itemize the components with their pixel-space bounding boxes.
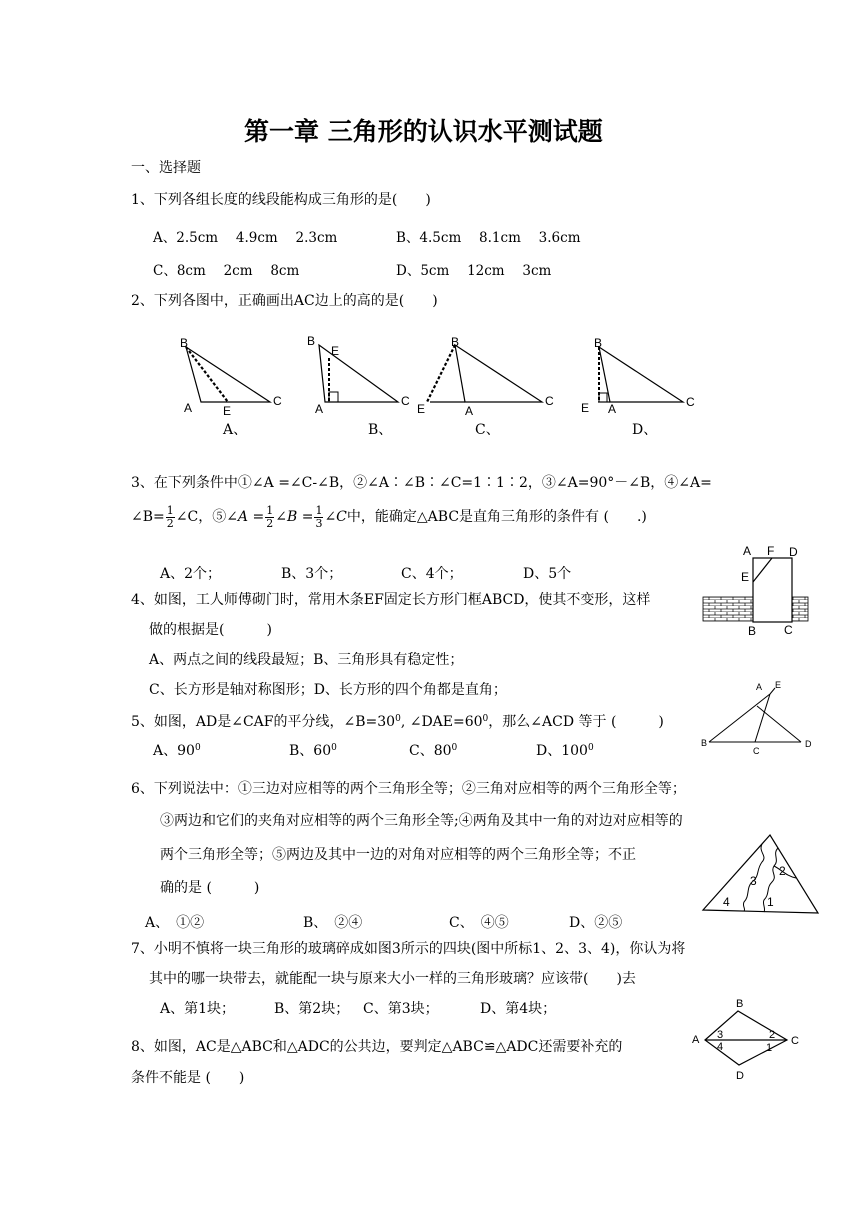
q8-angle-3: 3: [717, 1029, 724, 1041]
q4-label-b: B: [748, 624, 757, 638]
q4-label-f: F: [767, 544, 775, 558]
question-5-stem: [131, 713, 664, 731]
q4-label-d: D: [789, 545, 798, 559]
q3-fraction-half: $\frac{1}{2}$: [166, 503, 174, 530]
q2-figure-d: [581, 336, 695, 416]
fig-b-label-e: E: [331, 344, 340, 358]
fig-b-label-c: C: [401, 394, 410, 408]
q4-options-1: A、两点之间的线段最短；B、三角形具有稳定性；: [149, 652, 464, 668]
q1-option-c: C、8cm 2cm 8cm: [153, 263, 300, 279]
q2-figure-b: [307, 334, 410, 416]
q3-text-c: 中，能确定△ABC是直角三角形的条件有 ( .): [346, 509, 647, 525]
q5-stem-part-c: ，那么∠ACD 等于 ( ): [488, 714, 664, 730]
question-6-line3: 两个三角形全等；⑤两边及其中一边的对角对应相等的两个三角形全等；不正: [160, 847, 636, 863]
question-1-stem: 1、下列各组长度的线段能构成三角形的是( ): [131, 192, 431, 208]
q6-option-a: A、 ①②: [145, 915, 205, 931]
fig-b-label-b: B: [307, 334, 316, 348]
q3-text-a: ∠B=: [131, 509, 165, 525]
q5-figure: [695, 680, 825, 760]
q7-broken-glass-figure: [700, 830, 825, 920]
question-4-line1: 4、如图，工人师傅砌门时，常用木条EF固定长方形门框ABCD，使其不变形，这样: [131, 592, 651, 608]
q5-stem-part-b: , ∠DAE=60: [400, 714, 483, 730]
q3-text-b: ∠C，⑤: [175, 509, 227, 525]
q7-option-a: A、第1块；: [160, 1001, 236, 1017]
fig-c-label-a: A: [465, 404, 474, 418]
q6-option-d: D、②⑤: [569, 915, 623, 931]
question-8-line1: 8、如图，AC是△ABC和△ADC的公共边，要判定△ABC≌△ADC还需要补充的: [131, 1039, 623, 1055]
q6-option-c: C、 ④⑤: [449, 915, 509, 931]
q5-option-a: A、$90^0$: [153, 743, 201, 759]
q2-option-a-label: A、: [223, 422, 248, 438]
q5-label-c: C: [753, 746, 760, 756]
q8-figure: [690, 995, 815, 1085]
question-4-line2: 做的根据是( ): [149, 622, 272, 638]
question-3-line2: [131, 503, 647, 531]
fig-a-label-b: B: [180, 336, 189, 350]
q8-label-c: C: [791, 1035, 799, 1047]
q7-option-b: B、第2块；: [274, 1001, 350, 1017]
q2-figures: [0, 0, 860, 450]
q1-option-a: A、2.5cm 4.9cm 2.3cm: [153, 230, 338, 246]
q1-option-b: B、4.5cm 8.1cm 3.6cm: [396, 230, 581, 246]
q4-label-c: C: [784, 623, 793, 637]
q4-label-a: A: [743, 544, 752, 558]
q3-option-c: C、4个；: [401, 566, 463, 582]
q5-label-d: D: [805, 739, 812, 749]
fig-d-label-c: C: [686, 395, 695, 409]
q5-degree-1: 0: [395, 714, 401, 724]
fig-a-label-e: E: [223, 404, 232, 418]
q2-figure-c: [417, 335, 554, 418]
q4-options-2: C、长方形是轴对称图形；D、长方形的四个角都是直角；: [149, 682, 507, 698]
q5-label-a: A: [756, 682, 763, 692]
q7-piece-1: 1: [767, 895, 774, 909]
q3-fraction-half-2: $\frac{1}{2}$: [266, 503, 274, 530]
section-heading: 一、选择题: [131, 160, 201, 176]
question-6-line4: 确的是 ( ): [160, 880, 260, 896]
q7-option-d: D、第4块；: [480, 1001, 557, 1017]
q8-angle-4: 4: [717, 1041, 724, 1053]
q8-label-b: B: [736, 998, 744, 1010]
q3-five-b: ∠B =: [275, 509, 314, 525]
q6-option-b: B、 ②④: [303, 915, 363, 931]
question-3-line1: 3、在下列条件中①∠A =∠C-∠B，②∠A∶∠B∶∠C=1∶1∶2，③∠A=90°－∠B，④∠A=: [131, 475, 712, 491]
q2-option-c-label: C、: [475, 422, 500, 438]
q3-option-a: A、2个；: [160, 566, 222, 582]
q3-option-d: D、5个: [523, 566, 572, 582]
q7-option-c: C、第3块；: [363, 1001, 439, 1017]
q5-degree-2: 0: [482, 714, 489, 724]
q2-option-b-label: B、: [368, 422, 393, 438]
question-8-line2: 条件不能是 ( ): [131, 1070, 245, 1086]
question-6-line1: 6、下列说法中：①三边对应相等的两个三角形全等；②三角对应相等的两个三角形全等；: [131, 781, 686, 797]
q2-figure-a: [180, 336, 282, 418]
q3-five-a: ∠A =: [226, 509, 265, 525]
q4-label-e: E: [741, 570, 750, 584]
fig-c-label-e: E: [417, 402, 426, 416]
q1-option-d: D、5cm 12cm 3cm: [396, 263, 552, 279]
page-title: 第一章 三角形的认识水平测试题: [244, 117, 603, 146]
q8-label-a: A: [692, 1034, 700, 1046]
fig-d-label-e: E: [581, 401, 590, 415]
q5-stem-part-a: 5、如图，AD是∠CAF的平分线，∠B=30: [131, 714, 396, 730]
fig-d-label-a: A: [608, 402, 617, 416]
question-7-line2: 其中的哪一块带去，就能配一块与原来大小一样的三角形玻璃？应该带( )去: [149, 971, 636, 987]
fig-a-label-c: C: [273, 394, 282, 408]
q5-label-e: E: [775, 680, 782, 690]
q7-piece-2: 2: [779, 864, 786, 878]
q7-piece-4: 4: [723, 895, 730, 909]
q2-option-d-label: D、: [632, 422, 658, 438]
q3-fraction-third: $\frac{1}{3}$: [315, 503, 323, 530]
q8-label-d: D: [736, 1070, 744, 1082]
fig-a-label-a: A: [184, 401, 193, 415]
fig-b-label-a: A: [315, 402, 324, 416]
fig-c-label-c: C: [545, 394, 554, 408]
q8-angle-2: 2: [769, 1029, 776, 1041]
q5-label-b: B: [701, 738, 708, 748]
q3-option-b: B、3个；: [281, 566, 343, 582]
question-7-line1: 7、小明不慎将一块三角形的玻璃碎成如图3所示的四块(图中所标1、2、3、4)，你认为将: [131, 941, 686, 957]
fig-d-label-b: B: [594, 336, 603, 350]
q7-piece-3: 3: [750, 874, 757, 888]
q5-option-d: D、$100^0$: [536, 743, 594, 759]
q5-option-b: B、$60^0$: [289, 743, 337, 759]
question-2-stem: 2、下列各图中，正确画出AC边上的高的是( ): [131, 293, 438, 309]
q4-door-figure: [700, 540, 810, 640]
q5-option-c: C、$80^0$: [409, 743, 458, 759]
question-6-line2: ③两边和它们的夹角对应相等的两个三角形全等;④两角及其中一角的对边对应相等的: [160, 813, 683, 829]
fig-c-label-b: B: [451, 335, 460, 349]
q3-five-c: ∠C: [324, 509, 347, 525]
q8-angle-1: 1: [766, 1042, 773, 1054]
